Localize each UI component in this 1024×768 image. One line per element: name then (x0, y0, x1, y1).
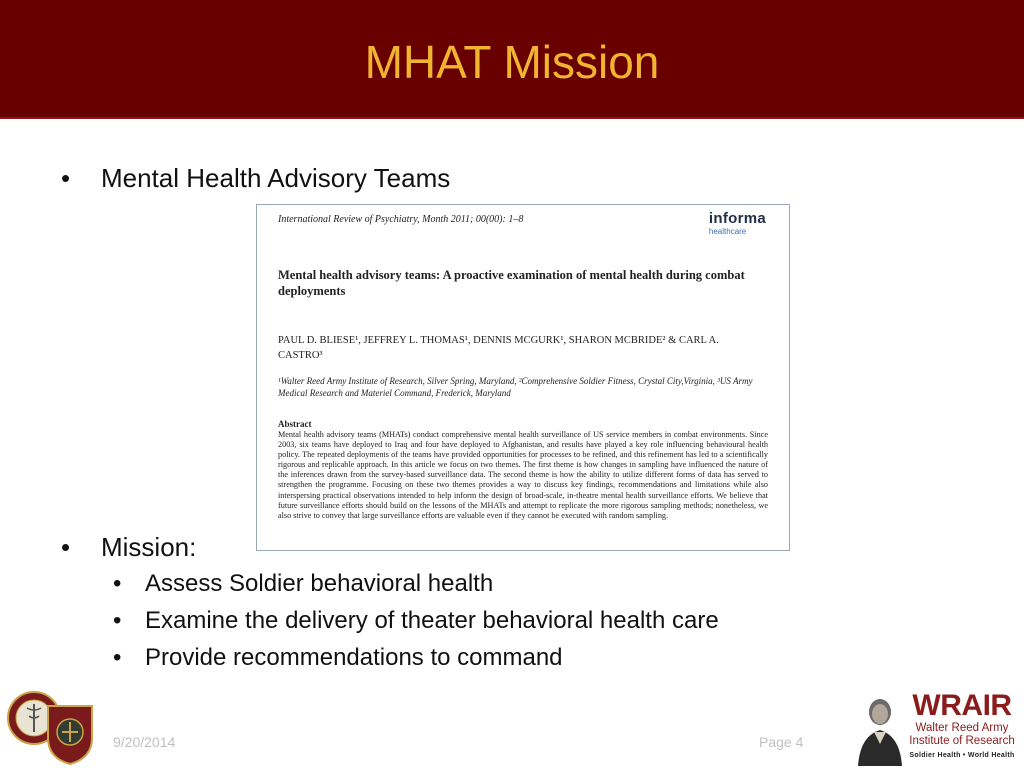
footer-page-number: Page 4 (759, 734, 804, 750)
bullet-dot: • (61, 163, 71, 193)
paper-abstract: Mental health advisory teams (MHATs) conduct comprehensive mental health surveillance of US service members in combat environments. Since 2003, six teams have deployed to Iraq and four have deployed to Afghanistan, and results have played a key role influencing behavioural health policy. The repeated deployments of the teams have provided opportunities for processes to be refined, and this refinement has led to a scientifically rigorous and replicable approach. In this article we focus on two themes. The first theme is how changes in sampling have influenced the nature of the inferences drawn from the survey-based surveillance data. The second theme is how the ability to utilize different forms of data has served to strengthen the programme. Focusing on these two themes provides a way to discuss key findings, recommendations and limitations while also interspersing practical observations intended to help inform the design of broad-scale, in-theatre mental health surveillance efforts. We believe that future surveillance efforts should build on the lessons of the MHATs and attempt to replicate the more rigorous sampling methods; nonetheless, we also strive to convey that large surveillance efforts are valuable even if they cannot be executed with random sampling. (278, 430, 768, 520)
bullet-teams-text: Mental Health Advisory Teams (101, 163, 451, 193)
bullet-dot: • (61, 532, 71, 562)
wrair-name-line2: Institute of Research (909, 735, 1015, 747)
sub-bullet-text: Assess Soldier behavioral health (145, 570, 494, 597)
sub-bullet-text: Provide recommendations to command (145, 644, 563, 671)
bullet-mission-text: Mission: (101, 532, 197, 562)
wrair-logo (905, 690, 1019, 759)
informa-logo (709, 211, 766, 236)
sub-bullet-dot: • (113, 644, 122, 671)
paper-authors: PAUL D. BLIESE¹, JEFFREY L. THOMAS¹, DENNIS MCGURK¹, SHARON MCBRIDE² & CARL A. CASTRO³ (278, 335, 719, 361)
title-bar (0, 0, 1024, 119)
informa-logo-text: informa (708, 210, 766, 227)
footer-date: 9/20/2014 (113, 734, 176, 750)
medical-command-seal-icon (44, 702, 96, 766)
sub-bullet-dot: • (113, 570, 122, 597)
wrair-portrait-icon (850, 692, 910, 766)
paper-image (256, 204, 790, 551)
sub-bullet-dot: • (113, 607, 122, 634)
paper-journal: International Review of Psychiatry, Month 2011; 00(00): 1–8 (278, 214, 524, 225)
paper-abstract-heading: Abstract (278, 419, 312, 429)
wrair-tagline: Soldier Health • World Health (909, 752, 1015, 759)
paper-affiliations: ¹Walter Reed Army Institute of Research, Silver Spring, Maryland, ²Comprehensive Soldier Fitness, Crystal City,Virginia, ³US Army Medical Research and Materiel Command, Frederick, Maryland (278, 376, 753, 398)
slide-title: MHAT Mission (364, 36, 660, 88)
wrair-name-line1: Walter Reed Army (915, 722, 1009, 734)
informa-logo-subtext: healthcare (708, 227, 747, 236)
paper-title: Mental health advisory teams: A proactive examination of mental health during combat deployments (278, 268, 745, 298)
sub-bullet-text: Examine the delivery of theater behavioral health care (145, 607, 719, 634)
wrair-logo-text: WRAIR (912, 689, 1012, 722)
